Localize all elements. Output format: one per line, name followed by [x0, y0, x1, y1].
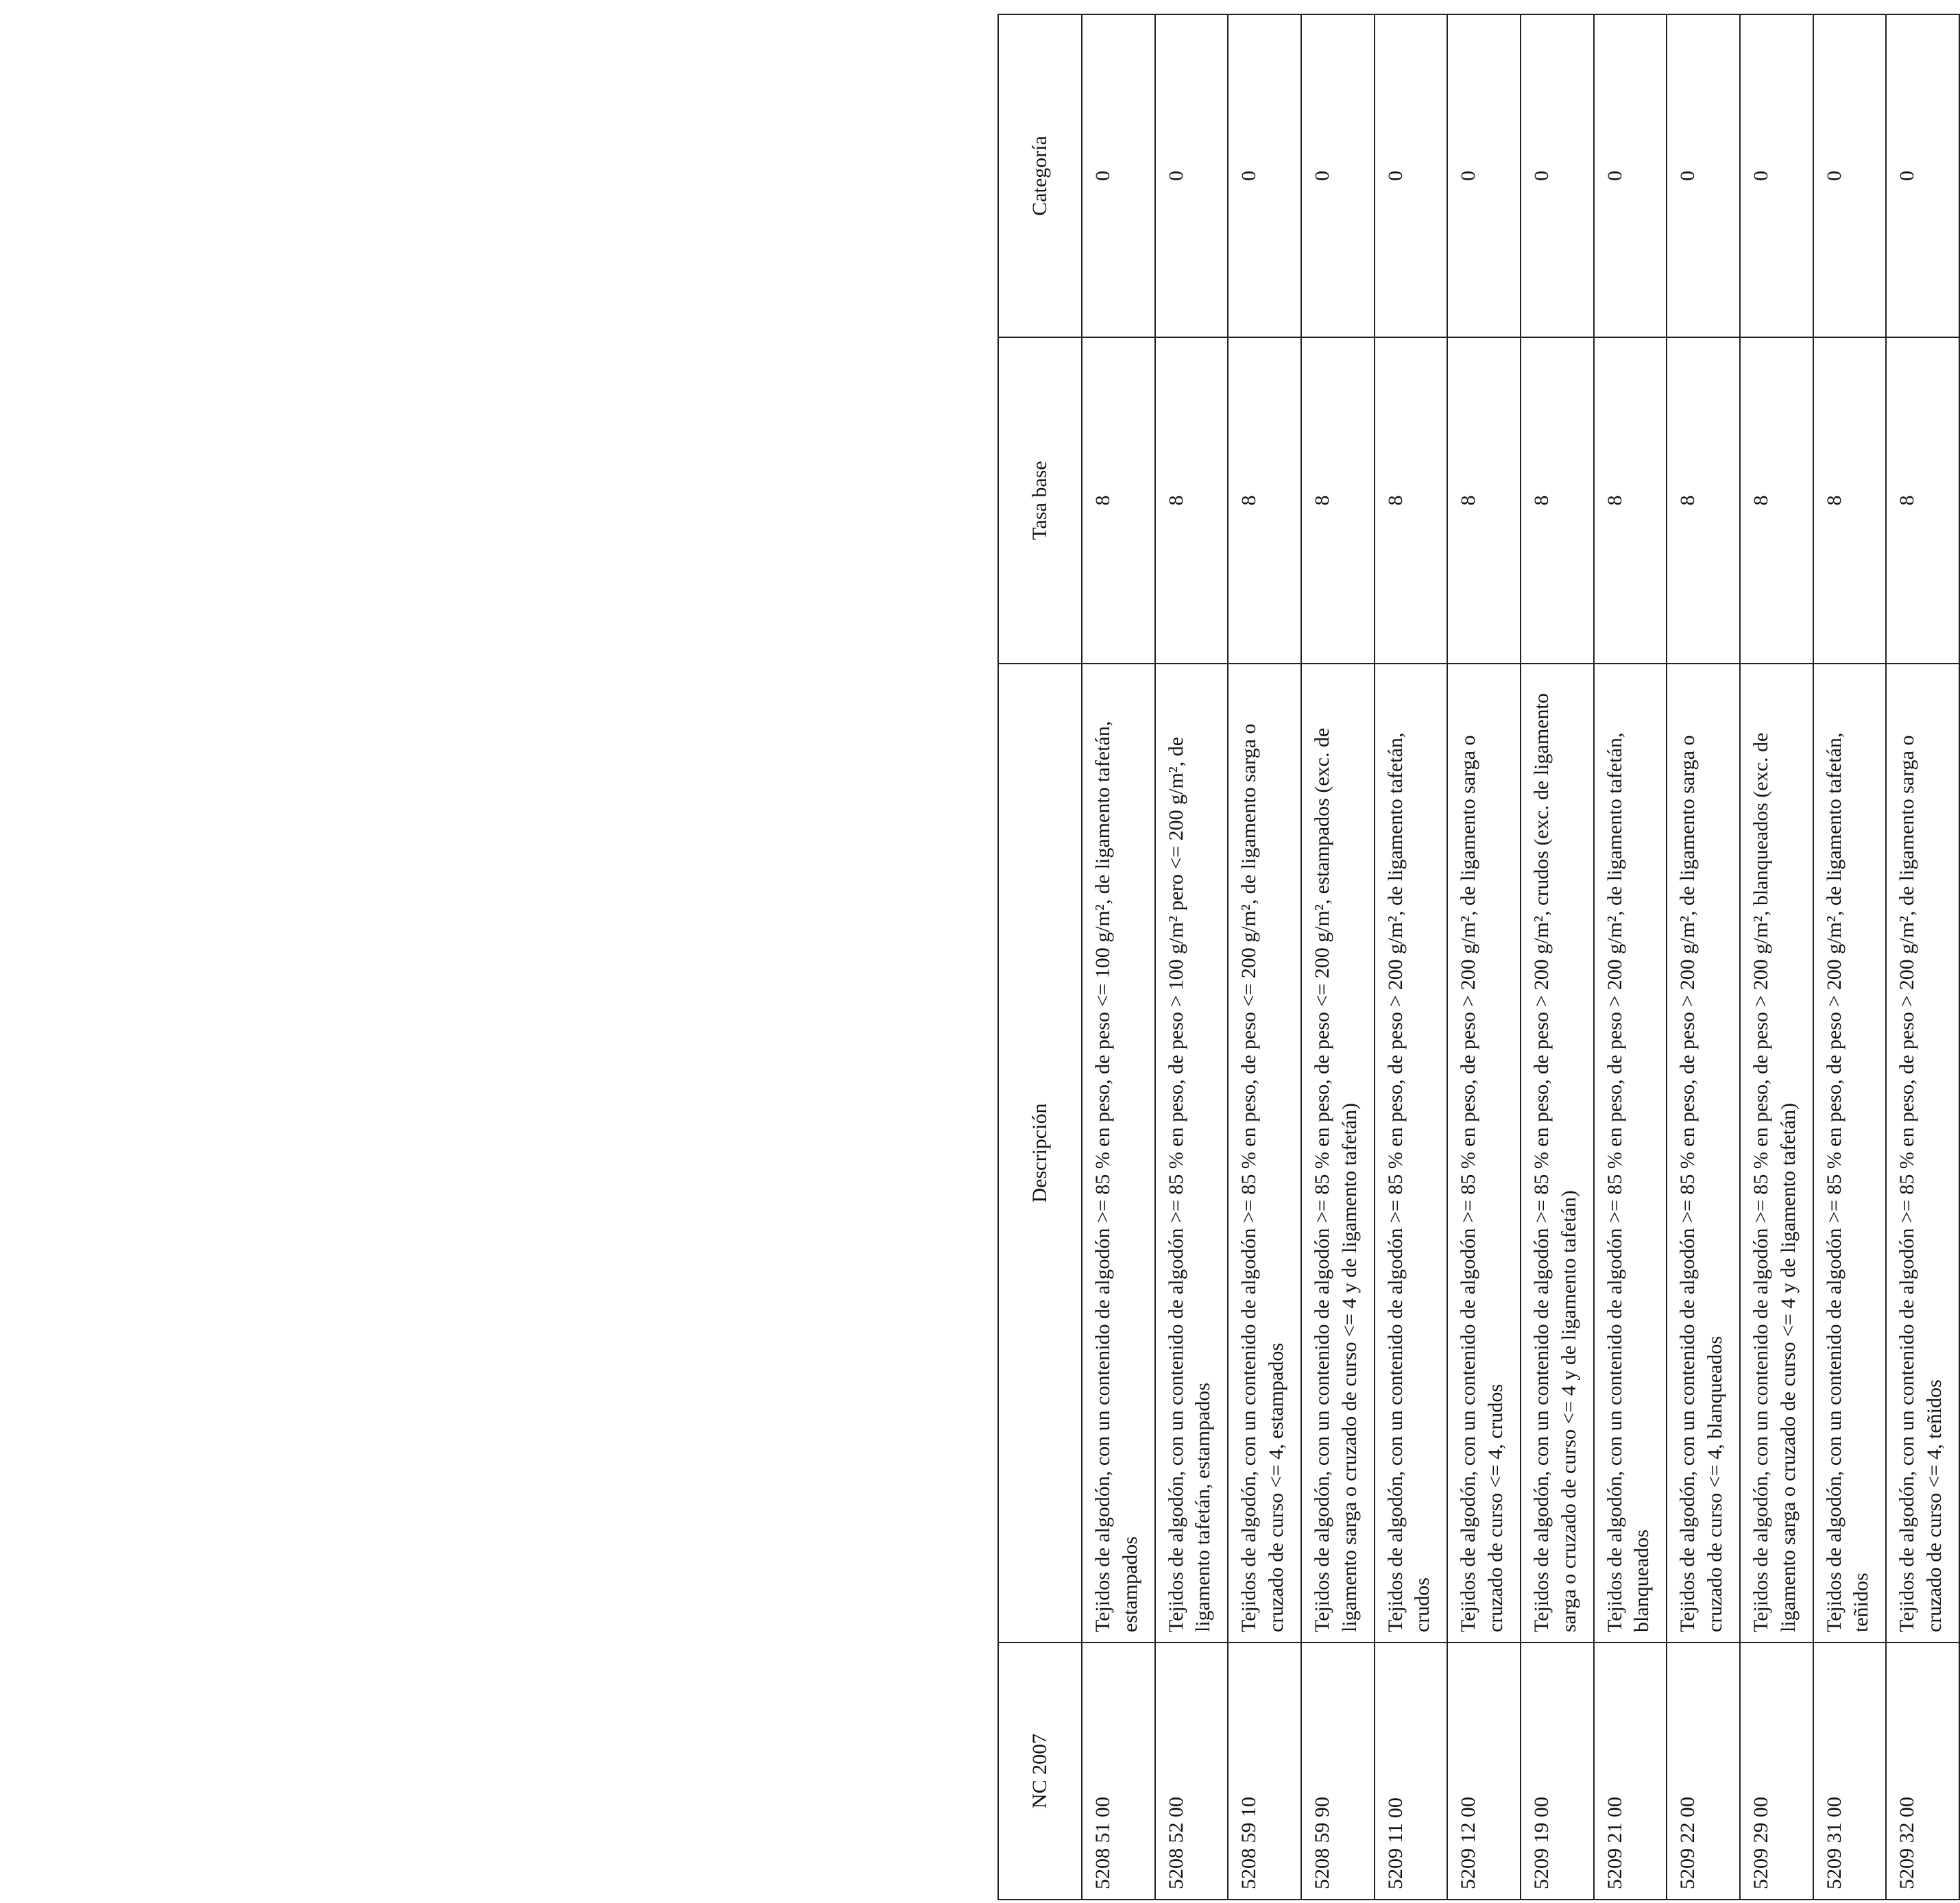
nc-code-cell: 5209 11 00 — [1375, 1643, 1448, 1900]
base-rate-cell: 8 — [1155, 337, 1229, 664]
header-nc-2007: NC 2007 — [998, 1643, 1082, 1900]
category-cell: 0 — [1082, 14, 1155, 337]
nc-code-cell: 5208 59 90 — [1301, 1643, 1375, 1900]
category-cell: 0 — [1740, 14, 1813, 337]
nc-code-cell: 5209 22 00 — [1667, 1643, 1740, 1900]
description-cell: Tejidos de algodón, con un contenido de algodón >= 85 % en peso, de peso > 200 g/m², de ligamento tafetán, blanqueados — [1594, 664, 1667, 1643]
base-rate-cell: 8 — [1447, 337, 1521, 664]
table-row — [1301, 14, 1375, 1900]
nc-code-cell: 5209 12 00 — [1447, 1643, 1521, 1900]
table-row — [1082, 14, 1155, 1900]
table-row — [1447, 14, 1521, 1900]
category-cell: 0 — [1228, 14, 1301, 337]
category-cell: 0 — [1447, 14, 1521, 337]
category-cell: 0 — [1155, 14, 1229, 337]
base-rate-cell: 8 — [1667, 337, 1740, 664]
nc-code-cell: 5209 29 00 — [1740, 1643, 1813, 1900]
description-cell: Tejidos de algodón, con un contenido de algodón >= 85 % en peso, de peso > 200 g/m², de ligamento sarga o cruzado de curso <= 4, crudos — [1447, 664, 1521, 1643]
base-rate-cell: 8 — [1082, 337, 1155, 664]
category-cell: 0 — [1667, 14, 1740, 337]
base-rate-cell: 8 — [1228, 337, 1301, 664]
header-categoria: Categoría — [998, 14, 1082, 337]
table-row — [1886, 14, 1959, 1900]
table-row — [1813, 14, 1887, 1900]
header-tasa-base: Tasa base — [998, 337, 1082, 664]
description-cell: Tejidos de algodón, con un contenido de algodón >= 85 % en peso, de peso <= 200 g/m², de ligamento sarga o cruzado de curso <= 4, estampados — [1228, 664, 1301, 1643]
description-cell: Tejidos de algodón, con un contenido de algodón >= 85 % en peso, de peso > 200 g/m², de ligamento sarga o cruzado de curso <= 4, blanqueados — [1667, 664, 1740, 1643]
description-cell: Tejidos de algodón, con un contenido de algodón >= 85 % en peso, de peso <= 100 g/m², de ligamento tafetán, estampados — [1082, 664, 1155, 1643]
category-cell: 0 — [1375, 14, 1448, 337]
base-rate-cell: 8 — [1813, 337, 1887, 664]
header-descripcion: Descripción — [998, 664, 1082, 1643]
table-row — [1740, 14, 1813, 1900]
base-rate-cell: 8 — [1886, 337, 1959, 664]
nc-code-cell: 5208 51 00 — [1082, 1643, 1155, 1900]
base-rate-cell: 8 — [1375, 337, 1448, 664]
nc-code-cell: 5208 59 10 — [1228, 1643, 1301, 1900]
nc-code-cell: 5209 21 00 — [1594, 1643, 1667, 1900]
description-cell: Tejidos de algodón, con un contenido de algodón >= 85 % en peso, de peso > 200 g/m², crudos (exc. de ligamento sarga o cruzado de curso <= 4 y de ligamento tafetán) — [1521, 664, 1594, 1643]
table-row — [1228, 14, 1301, 1900]
table-header-row — [998, 14, 1082, 1900]
table-row — [1667, 14, 1740, 1900]
rotated-page-content — [997, 15, 1960, 1900]
base-rate-cell: 8 — [1301, 337, 1375, 664]
table-row — [1155, 14, 1229, 1900]
description-cell: Tejidos de algodón, con un contenido de algodón >= 85 % en peso, de peso <= 200 g/m², estampados (exc. de ligamento sarga o cruzado de curso <= 4 y de ligamento tafetán) — [1301, 664, 1375, 1643]
table-row — [1521, 14, 1594, 1900]
description-cell: Tejidos de algodón, con un contenido de algodón >= 85 % en peso, de peso > 200 g/m², de ligamento tafetán, crudos — [1375, 664, 1448, 1643]
category-cell: 0 — [1594, 14, 1667, 337]
nc-code-cell: 5209 32 00 — [1886, 1643, 1959, 1900]
nc-code-cell: 5209 31 00 — [1813, 1643, 1887, 1900]
description-cell: Tejidos de algodón, con un contenido de algodón >= 85 % en peso, de peso > 200 g/m², de ligamento sarga o cruzado de curso <= 4, teñidos — [1886, 664, 1959, 1643]
description-cell: Tejidos de algodón, con un contenido de algodón >= 85 % en peso, de peso > 200 g/m², blanqueados (exc. de ligamento sarga o cruzado de curso <= 4 y de ligamento tafetán) — [1740, 664, 1813, 1643]
category-cell: 0 — [1886, 14, 1959, 337]
table-row — [1375, 14, 1448, 1900]
description-cell: Tejidos de algodón, con un contenido de algodón >= 85 % en peso, de peso > 200 g/m², de ligamento tafetán, teñidos — [1813, 664, 1887, 1643]
description-cell: Tejidos de algodón, con un contenido de algodón >= 85 % en peso, de peso > 100 g/m² pero <= 200 g/m², de ligamento tafetán, estampados — [1155, 664, 1229, 1643]
category-cell: 0 — [1301, 14, 1375, 337]
table-row — [1594, 14, 1667, 1900]
base-rate-cell: 8 — [1740, 337, 1813, 664]
tariff-table — [997, 14, 1960, 1900]
nc-code-cell: 5209 19 00 — [1521, 1643, 1594, 1900]
category-cell: 0 — [1521, 14, 1594, 337]
base-rate-cell: 8 — [1594, 337, 1667, 664]
base-rate-cell: 8 — [1521, 337, 1594, 664]
category-cell: 0 — [1813, 14, 1887, 337]
nc-code-cell: 5208 52 00 — [1155, 1643, 1229, 1900]
